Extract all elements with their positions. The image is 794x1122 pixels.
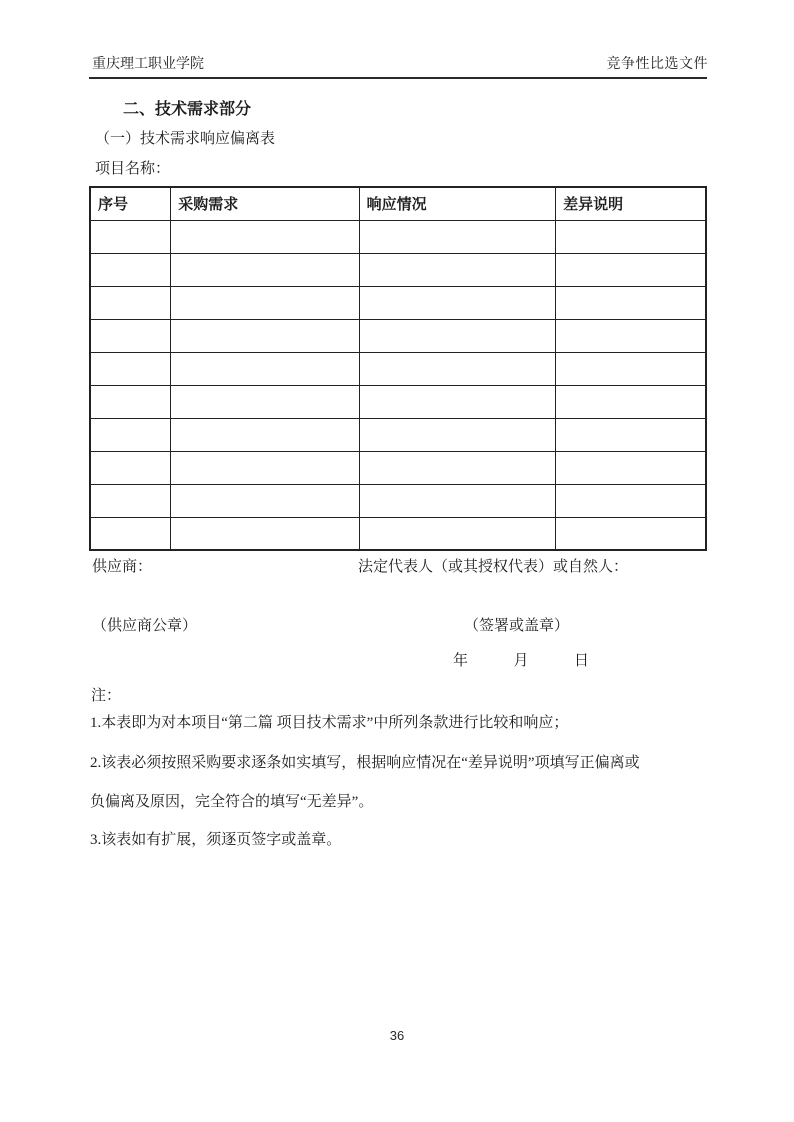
empty-cell (171, 253, 359, 286)
header-school-name: 重庆理工职业学院 (92, 57, 204, 72)
page-number: 36 (389, 1028, 405, 1043)
col-header-response: 响应情况 (359, 187, 556, 220)
sign-seal-label: （签署或盖章） (464, 618, 570, 634)
empty-cell (90, 517, 171, 550)
table-row (90, 517, 706, 550)
empty-cell (171, 484, 359, 517)
empty-cell (556, 517, 706, 550)
deviation-table (89, 186, 707, 551)
empty-cell (359, 286, 556, 319)
empty-cell (90, 484, 171, 517)
empty-cell (171, 418, 359, 451)
table-row (90, 451, 706, 484)
notes-label: 注： (91, 688, 122, 704)
table-row (90, 385, 706, 418)
table-row (90, 253, 706, 286)
table-row (90, 418, 706, 451)
empty-cell (556, 352, 706, 385)
empty-cell (171, 451, 359, 484)
empty-cell (359, 352, 556, 385)
empty-cell (171, 220, 359, 253)
empty-cell (359, 517, 556, 550)
empty-cell (359, 385, 556, 418)
section-title: 二、技术需求部分 (123, 101, 252, 118)
empty-cell (359, 484, 556, 517)
empty-cell (556, 286, 706, 319)
supplier-seal-label: （供应商公章） (92, 618, 198, 634)
empty-cell (171, 286, 359, 319)
empty-cell (90, 253, 171, 286)
note-line-3: 负偏离及原因，完全符合的填写“无差异”。 (90, 794, 374, 810)
empty-cell (556, 418, 706, 451)
project-name-label: 项目名称： (95, 161, 171, 177)
empty-cell (90, 352, 171, 385)
empty-cell (90, 319, 171, 352)
table-header-row (90, 187, 706, 220)
empty-cell (556, 220, 706, 253)
date-line (453, 649, 589, 670)
empty-cell (556, 451, 706, 484)
col-header-seq-no: 序号 (90, 187, 171, 220)
date-year-label: 年 (453, 653, 469, 669)
empty-cell (556, 484, 706, 517)
empty-cell (359, 418, 556, 451)
date-month-label: 月 (513, 653, 529, 669)
table-row (90, 319, 706, 352)
subsection-title: （一）技术需求响应偏离表 (95, 131, 276, 147)
legal-rep-label: 法定代表人（或其授权代表）或自然人： (358, 559, 629, 575)
empty-cell (90, 220, 171, 253)
header-divider (89, 77, 707, 79)
empty-cell (90, 385, 171, 418)
empty-cell (556, 385, 706, 418)
empty-cell (556, 253, 706, 286)
table-row (90, 286, 706, 319)
date-day-label: 日 (573, 653, 589, 669)
empty-cell (171, 352, 359, 385)
empty-cell (90, 286, 171, 319)
col-header-procurement: 采购需求 (171, 187, 359, 220)
table-row (90, 220, 706, 253)
table-row (90, 484, 706, 517)
supplier-label: 供应商： (92, 559, 153, 575)
empty-cell (359, 253, 556, 286)
empty-cell (90, 451, 171, 484)
note-line-4: 3.该表如有扩展，须逐页签字或盖章。 (90, 832, 342, 848)
empty-cell (171, 517, 359, 550)
empty-cell (171, 319, 359, 352)
empty-cell (556, 319, 706, 352)
empty-cell (359, 319, 556, 352)
note-line-1: 1.本表即为对本项目“第二篇 项目技术需求”中所列条款进行比较和响应； (90, 715, 569, 731)
empty-cell (90, 418, 171, 451)
table-row (90, 352, 706, 385)
empty-cell (359, 220, 556, 253)
empty-cell (359, 451, 556, 484)
col-header-deviation: 差异说明 (556, 187, 706, 220)
empty-cell (171, 385, 359, 418)
note-line-2: 2.该表必须按照采购要求逐条如实填写，根据响应情况在“差异说明”项填写正偏离或 (90, 755, 640, 771)
header-doc-type: 竞争性比选文件 (606, 57, 708, 72)
